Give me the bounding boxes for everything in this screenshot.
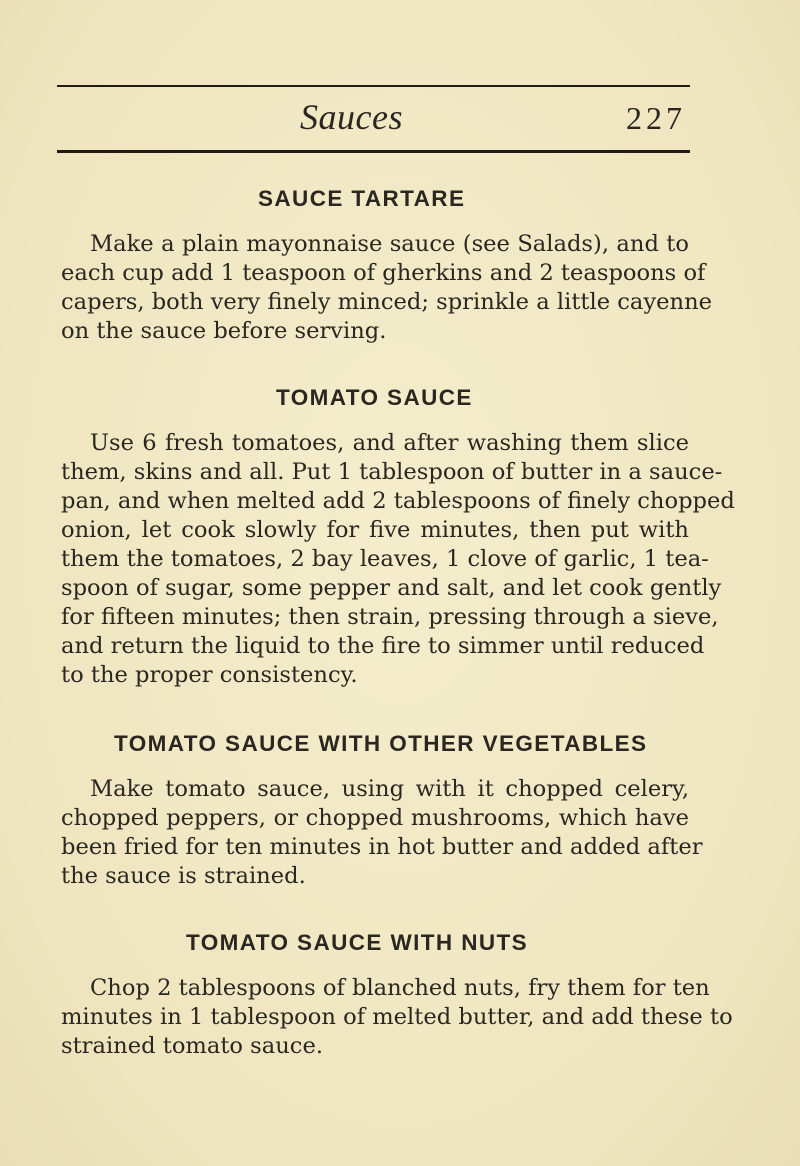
section-heading-tomato-sauce: TOMATO SAUCE: [276, 385, 473, 410]
body-line: them, skins and all. Put 1 tablespoon of butter in a sauce-: [61, 459, 723, 485]
page-number: 227: [626, 100, 686, 136]
body-line: been fried for ten minutes in hot butter and added after: [61, 834, 703, 860]
body-line: pan, and when melted add 2 tablespoons of finely chopped: [61, 488, 735, 514]
body-line: each cup add 1 teaspoon of gherkins and 2 teaspoons of: [61, 260, 706, 286]
body-line: minutes in 1 tablespoon of melted butter, and add these to: [61, 1004, 733, 1030]
body-line: chopped peppers, or chopped mushrooms, which have: [61, 805, 689, 831]
section-heading-tomato-sauce-nuts: TOMATO SAUCE WITH NUTS: [186, 930, 529, 955]
header-rule-bottom: [57, 150, 690, 153]
body-line: Use 6 fresh tomatoes, and after washing them slice: [90, 430, 689, 456]
running-title: Sauces: [300, 97, 403, 137]
body-line: Chop 2 tablespoons of blanched nuts, fry them for ten: [90, 975, 710, 1001]
body-line: Make tomato sauce, using with it chopped celery,: [90, 776, 689, 802]
body-line: them the tomatoes, 2 bay leaves, 1 clove of garlic, 1 tea-: [61, 546, 709, 572]
section-heading-sauce-tartare: SAUCE TARTARE: [258, 186, 466, 211]
body-line: capers, both very finely minced; sprinkle a little cayenne: [61, 289, 713, 315]
body-line: strained tomato sauce.: [61, 1033, 324, 1059]
body-line: Make a plain mayonnaise sauce (see Salads), and to: [90, 231, 689, 257]
body-line: the sauce is strained.: [61, 863, 306, 889]
body-line: on the sauce before serving.: [61, 318, 387, 344]
body-line: onion, let cook slowly for five minutes, then put with: [61, 517, 689, 543]
body-line: and return the liquid to the fire to simmer until reduced: [61, 633, 705, 659]
body-line: for fifteen minutes; then strain, pressing through a sieve,: [61, 604, 719, 630]
body-line: to the proper consistency.: [61, 662, 358, 688]
section-heading-tomato-sauce-vegetables: TOMATO SAUCE WITH OTHER VEGETABLES: [114, 731, 648, 756]
header-rule-top: [57, 85, 690, 87]
body-line: spoon of sugar, some pepper and salt, and let cook gently: [61, 575, 722, 601]
